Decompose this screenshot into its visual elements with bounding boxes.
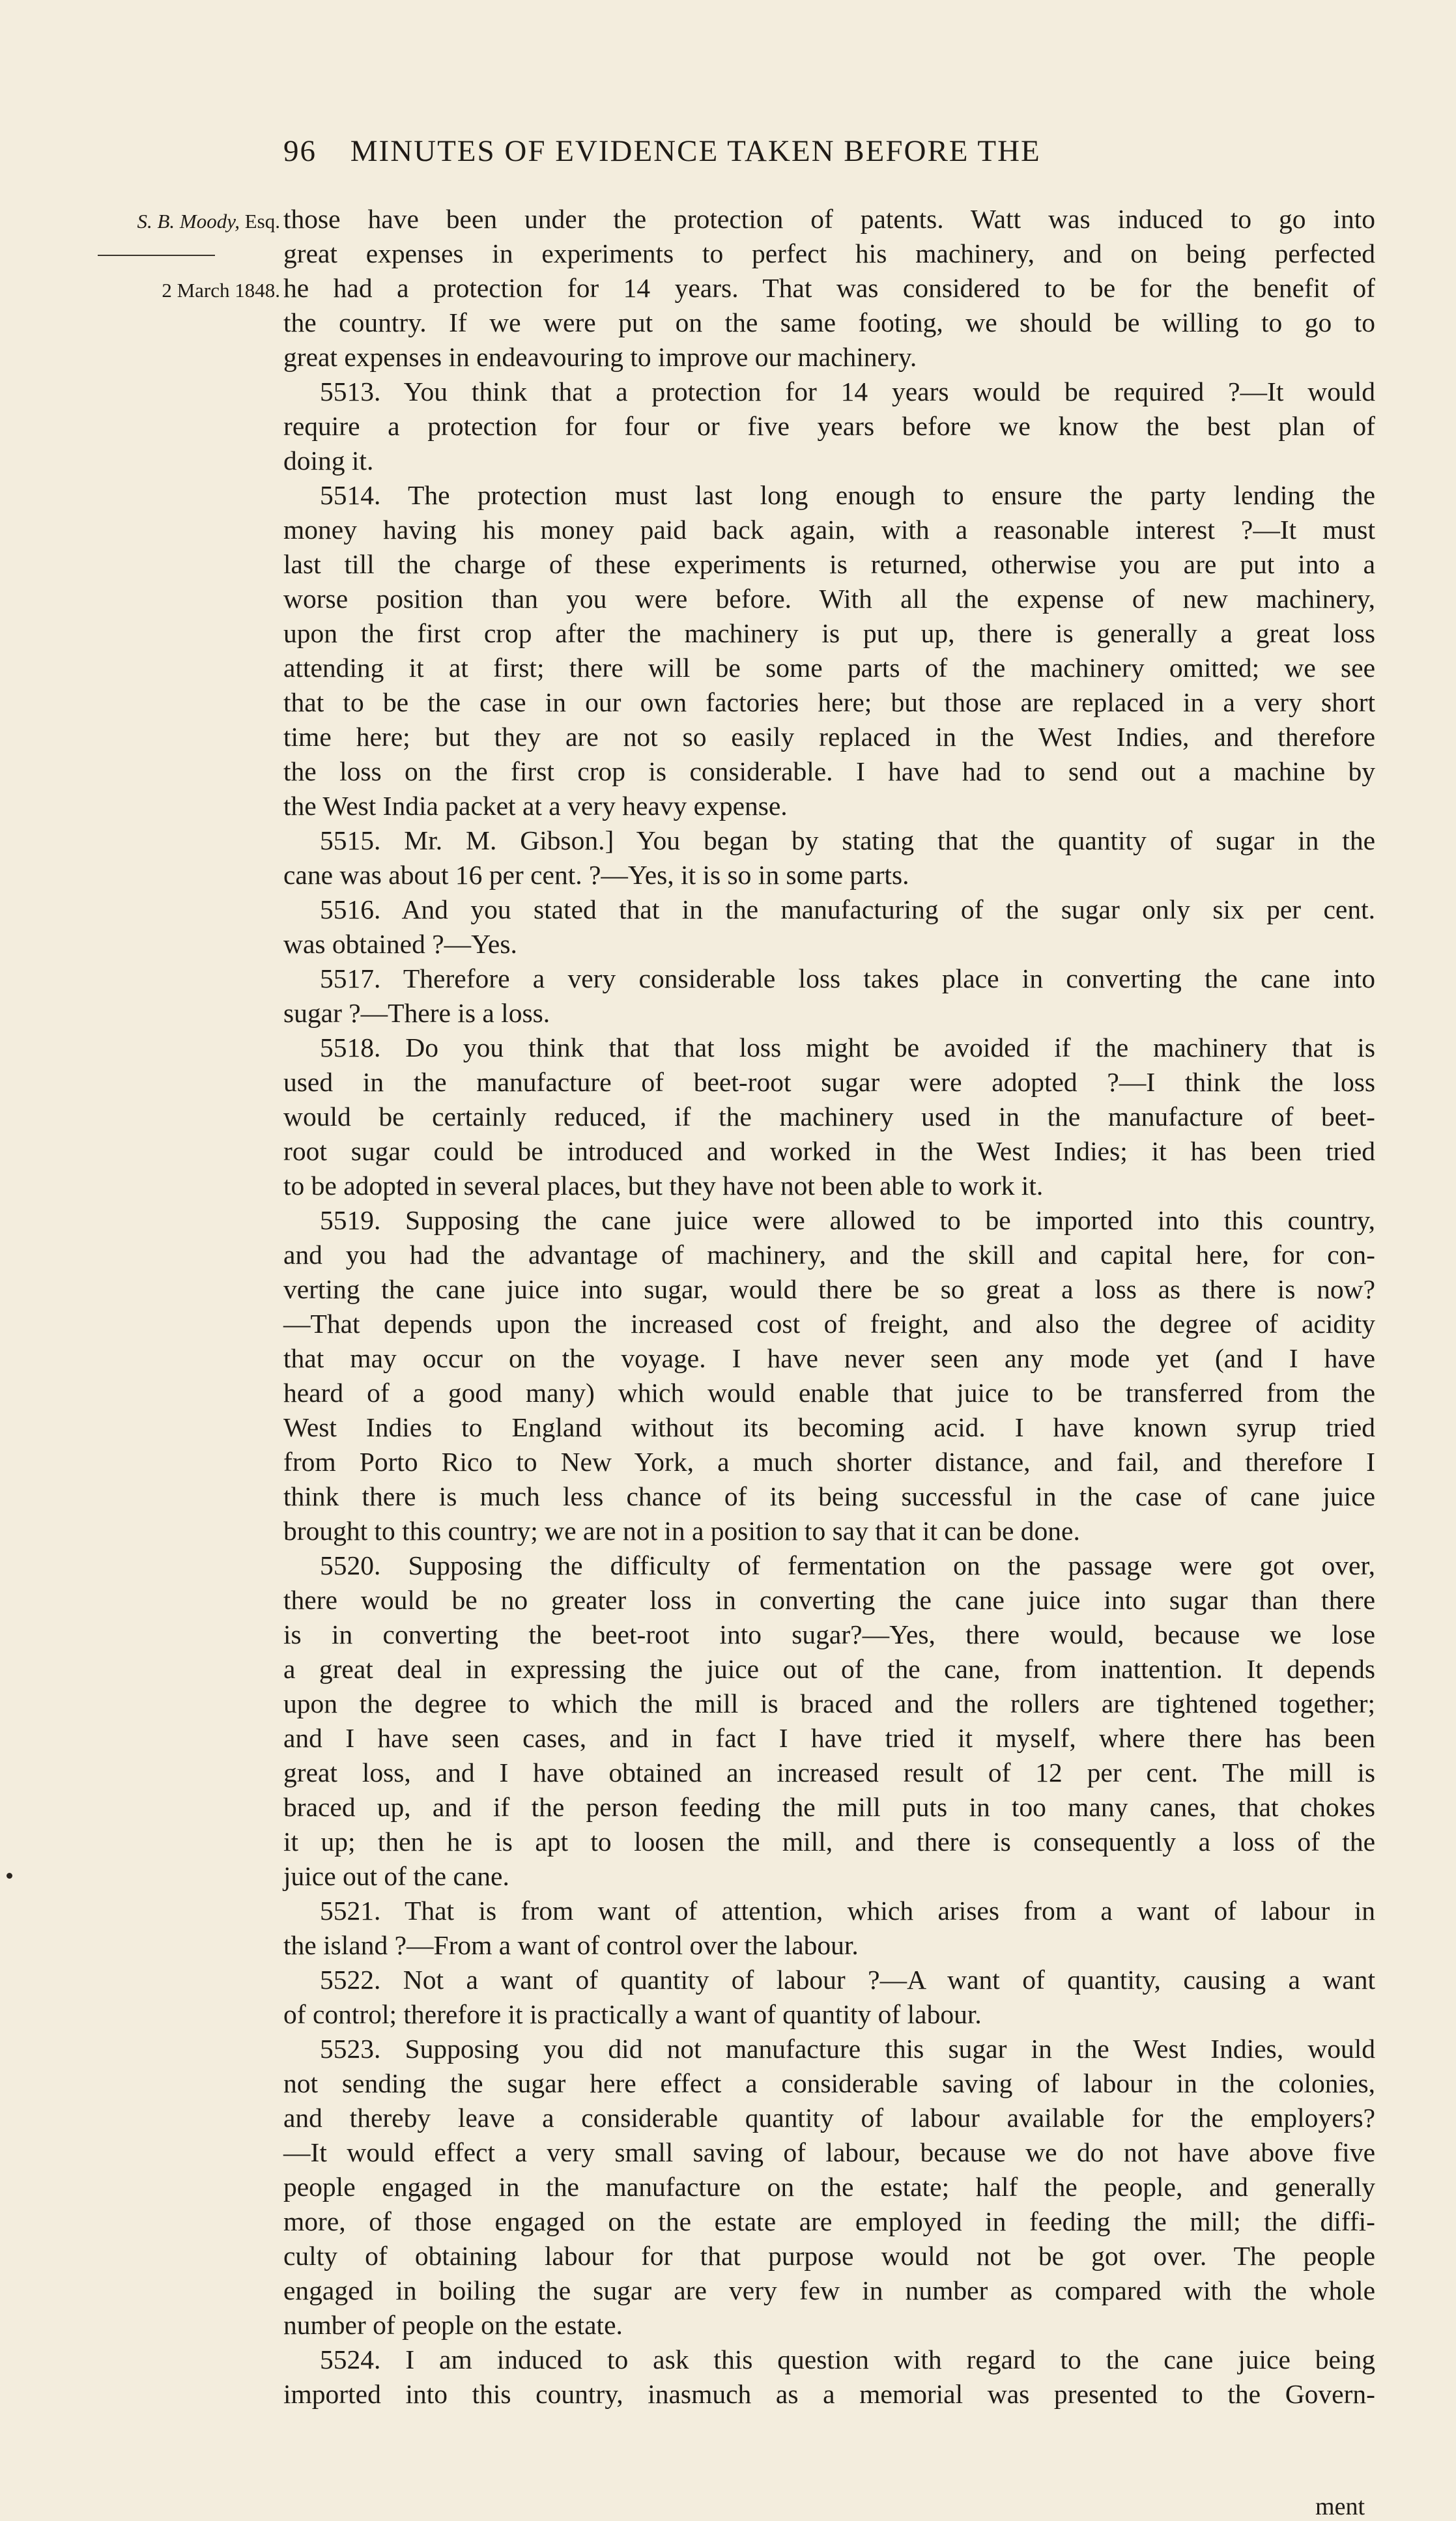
margin-witness [39, 210, 280, 233]
witness-suffix: Esq. [240, 210, 280, 233]
text-line: the West India packet at a very heavy expense. [283, 791, 788, 821]
page-number: 96 [283, 134, 317, 168]
text-line: attending it at first; there will be some parts of the machinery omitted; we see [283, 653, 1375, 683]
text-line: that to be the case in our own factories here; but those are replaced in a very short [283, 687, 1375, 717]
text-line: great expenses in experiments to perfect his machinery, and on being perfected [283, 238, 1375, 268]
text-line: is in converting the beet-root into sugar?—Yes, there would, because we lose [283, 1619, 1375, 1649]
text-line: cane was about 16 per cent. ?—Yes, it is so in some parts. [283, 860, 909, 890]
text-line: number of people on the estate. [283, 2310, 623, 2340]
text-line: the island ?—From a want of control over the labour. [283, 1930, 859, 1960]
text-line: upon the degree to which the mill is braced and the rollers are tightened together; [283, 1688, 1375, 1718]
text-line: 5517. Therefore a very considerable loss takes place in converting the cane into [320, 963, 1375, 993]
text-line: culty of obtaining labour for that purpose would not be got over. The people [283, 2241, 1375, 2271]
text-line: time here; but they are not so easily replaced in the West Indies, and therefore [283, 722, 1375, 752]
text-line: 5514. The protection must last long enough to ensure the party lending the [320, 480, 1375, 510]
text-line: 5513. You think that a protection for 14 years would be required ?—It would [320, 377, 1375, 406]
text-line: more, of those engaged on the estate are employed in feeding the mill; the diffi- [283, 2206, 1375, 2236]
text-line: to be adopted in several places, but they have not been able to work it. [283, 1171, 1044, 1201]
text-line: imported into this country, inasmuch as a memorial was presented to the Govern- [283, 2379, 1375, 2409]
text-line: great loss, and I have obtained an increased result of 12 per cent. The mill is [283, 1758, 1375, 1787]
text-line: brought to this country; we are not in a position to say that it can be done. [283, 1516, 1080, 1546]
text-line: upon the first crop after the machinery is put up, there is generally a great loss [283, 618, 1375, 648]
text-line: heard of a good many) which would enable that juice to be transferred from the [283, 1378, 1375, 1408]
text-line: braced up, and if the person feeding the mill puts in too many canes, that chokes [283, 1792, 1375, 1822]
text-line: worse position than you were before. With all the expense of new machinery, [283, 584, 1375, 614]
text-line: 5523. Supposing you did not manufacture this sugar in the West Indies, would [320, 2034, 1375, 2064]
text-line: root sugar could be introduced and worked in the West Indies; it has been tried [283, 1136, 1375, 1166]
text-line: he had a protection for 14 years. That was considered to be for the benefit of [283, 273, 1375, 303]
text-line: the country. If we were put on the same footing, we should be willing to go to [283, 307, 1375, 337]
text-line: engaged in boiling the sugar are very few in number as compared with the whole [283, 2275, 1375, 2305]
text-line: a great deal in expressing the juice out of the cane, from inattention. It depends [283, 1654, 1375, 1684]
text-line: not sending the sugar here effect a considerable saving of labour in the colonies, [283, 2068, 1375, 2098]
text-line: from Porto Rico to New York, a much shorter distance, and fail, and therefore I [283, 1447, 1375, 1477]
text-line: and I have seen cases, and in fact I have tried it myself, where there has been [283, 1723, 1375, 1753]
header-title: MINUTES OF EVIDENCE TAKEN BEFORE THE [350, 134, 1041, 168]
text-line: people engaged in the manufacture on the estate; half the people, and generally [283, 2172, 1375, 2202]
margin-rule [98, 255, 215, 256]
text-line: 5521. That is from want of attention, which arises from a want of labour in [320, 1896, 1375, 1926]
text-line: 5515. Mr. M. Gibson.] You began by stating that the quantity of sugar in the [320, 825, 1375, 855]
text-line: 5516. And you stated that in the manufacturing of the sugar only six per cent. [320, 894, 1375, 924]
text-line: would be certainly reduced, if the machinery used in the manufacture of beet- [283, 1102, 1375, 1132]
text-line: it up; then he is apt to loosen the mill, and there is consequently a loss of the [283, 1827, 1375, 1857]
text-line: 5518. Do you think that that loss might be avoided if the machinery that is [320, 1033, 1375, 1062]
text-line: those have been under the protection of patents. Watt was induced to go into [283, 204, 1375, 234]
text-line: —That depends upon the increased cost of freight, and also the degree of acidity [283, 1309, 1375, 1339]
ink-speck [7, 1873, 12, 1879]
witness-name: S. B. Moody, [137, 210, 240, 233]
text-line: require a protection for four or five years before we know the best plan of [283, 411, 1375, 441]
text-line: West Indies to England without its becoming acid. I have known syrup tried [283, 1412, 1375, 1442]
text-line: juice out of the cane. [283, 1861, 509, 1891]
text-line: great expenses in endeavouring to improve our machinery. [283, 342, 917, 372]
text-line: that may occur on the voyage. I have never seen any mode yet (and I have [283, 1343, 1375, 1373]
text-line: sugar ?—There is a loss. [283, 998, 550, 1028]
text-line: 5524. I am induced to ask this question with regard to the cane juice being [320, 2344, 1375, 2374]
text-line: money having his money paid back again, with a reasonable interest ?—It must [283, 515, 1375, 545]
running-header [283, 134, 1391, 169]
text-line: there would be no greater loss in converting the cane juice into sugar than there [283, 1585, 1375, 1615]
text-line: doing it. [283, 446, 374, 476]
text-line: verting the cane juice into sugar, would there be so great a loss as there is now? [283, 1274, 1375, 1304]
text-line: —It would effect a very small saving of labour, because we do not have above five [283, 2137, 1375, 2167]
text-line: last till the charge of these experiments is returned, otherwise you are put into a [283, 549, 1375, 579]
text-line: and you had the advantage of machinery, and the skill and capital here, for con- [283, 1240, 1375, 1270]
text-line: the loss on the first crop is considerable. I have had to send out a machine by [283, 756, 1375, 786]
catchword: ment [1315, 2493, 1365, 2520]
text-line: of control; therefore it is practically a want of quantity of labour. [283, 1999, 982, 2029]
text-line: was obtained ?—Yes. [283, 929, 517, 959]
text-line: 5520. Supposing the difficulty of fermentation on the passage were got over, [320, 1550, 1375, 1580]
text-line: 5522. Not a want of quantity of labour ?—A want of quantity, causing a want [320, 1965, 1375, 1995]
text-line: 5519. Supposing the cane juice were allowed to be imported into this country, [320, 1205, 1375, 1235]
margin-date: 2 March 1848. [162, 279, 280, 302]
text-line: and thereby leave a considerable quantity of labour available for the employers? [283, 2103, 1375, 2133]
text-line: used in the manufacture of beet-root sugar were adopted ?—I think the loss [283, 1067, 1375, 1097]
text-line: think there is much less chance of its being successful in the case of cane juice [283, 1481, 1375, 1511]
evidence-text [283, 202, 1375, 2412]
